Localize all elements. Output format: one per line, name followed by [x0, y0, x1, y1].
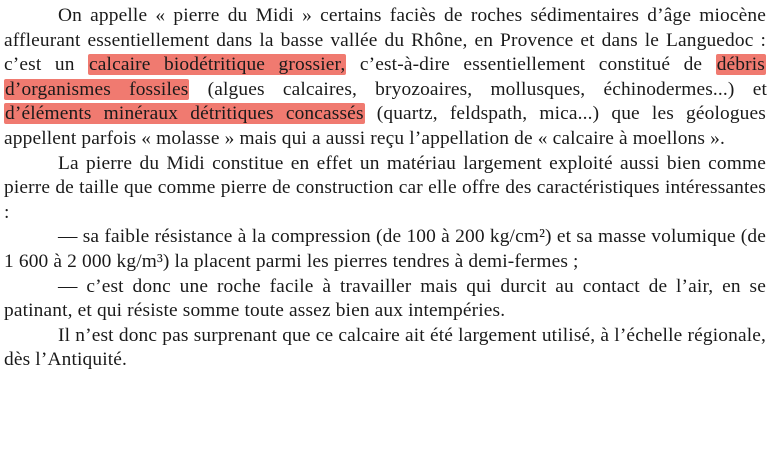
- paragraph-text: (quartz, feldspath, mica...) que les géologues appellent parfois « molasse » mais qui a aussi reçu l’appellation de « calcaire à moellons ».: [4, 103, 766, 149]
- paragraph-resistance-compression: — sa faible résistance à la compression (de 100 à 200 kg/cm²) et sa masse volumique (de 1 600 à 2 000 kg/m³) la placent parmi les pierres tendres à demi-fermes ;: [4, 226, 766, 272]
- paragraph-materiau-exploite: La pierre du Midi constitue en effet un matériau largement exploité aussi bien comme pierre de taille que comme pierre de construction car elle offre des caractéristiques intéressantes :: [4, 152, 766, 223]
- paragraph-text: (algues calcaires, bryozoaires, mollusques, échinodermes...) et: [189, 78, 767, 100]
- paragraph-pierre-du-midi-definition: [4, 4, 766, 152]
- paragraph-text: c’est-à-dire essentiellement constitué de: [346, 54, 716, 76]
- highlight-elements-mineraux: d’éléments minéraux détritiques concassés: [5, 103, 364, 125]
- highlight-calcaire-biodetritique: calcaire biodétritique grossier,: [89, 54, 346, 76]
- paragraph-text: On appelle « pierre du Midi » certains faciès de roches sédimentaires d’âge miocène affleurant essentiellement dans la basse vallée du Rhône, en Provence et dans le Languedoc : c’est un: [4, 5, 766, 76]
- paragraph-roche-facile: — c’est donc une roche facile à travailler mais qui durcit au contact de l’air, en se patinant, et qui résiste somme toute assez bien aux intempéries.: [4, 275, 766, 322]
- document-page: [4, 4, 766, 373]
- paragraph-antiquite: Il n’est donc pas surprenant que ce calcaire ait été largement utilisé, à l’échelle régionale, dès l’Antiquité.: [4, 324, 766, 371]
- highlight-debris-organismes: débris d’organismes fossiles: [5, 54, 765, 100]
